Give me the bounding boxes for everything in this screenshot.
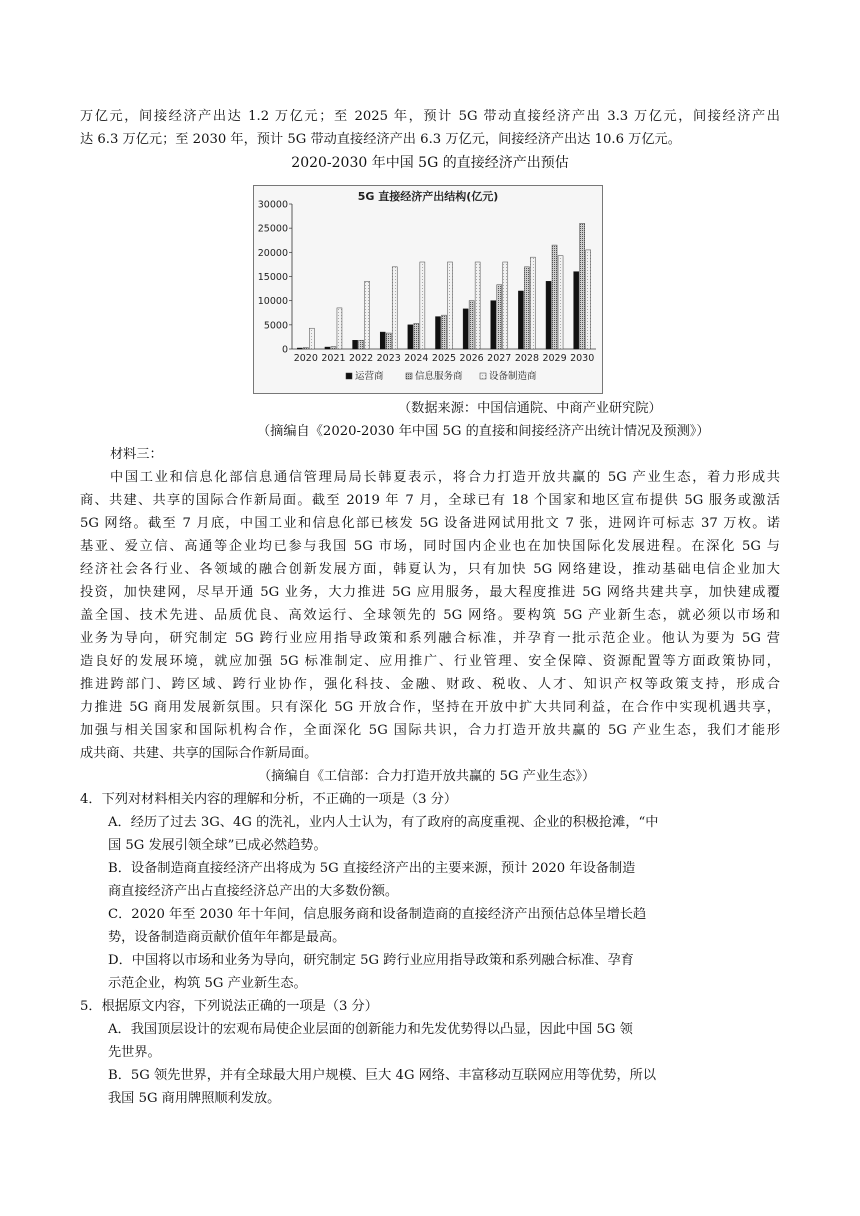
question-5-option-a: A．我国顶层设计的宏观布局使企业层面的创新能力和先发优势得以凸显，因此中国 5G 领 xyxy=(108,1022,633,1037)
bar-1 xyxy=(353,340,358,349)
material3-line: 造良好的发展环境，就应加强 5G 标准制定、应用推广、行业管理、安全保障、资源配置等方面政策协同， xyxy=(80,654,780,669)
legend-label: 运营商 xyxy=(355,371,384,382)
material3-line: 加强与相关国家和国际机构合作，全面深化 5G 国际共识，合力打造开放共赢的 5G 产业生态，我们才能形 xyxy=(80,723,780,738)
legend-label: 信息服务商 xyxy=(415,371,463,382)
bar-2 xyxy=(386,333,391,349)
x-tick-label: 2027 xyxy=(487,353,512,364)
question-4-option-c: C．2020 年至 2030 年十年间，信息服务商和设备制造商的直接经济产出预估总体呈增长趋 xyxy=(108,907,647,922)
chart-title: 5G 直接经济产出结构(亿元) xyxy=(357,190,499,203)
x-tick-label: 2022 xyxy=(348,353,374,364)
y-tick-label: 15000 xyxy=(257,272,288,283)
material3-line: 盖全国、技术先进、品质优良、高效运行、全球领先的 5G 网络。要构筑 5G 产业新生态，就必须以市场和 xyxy=(80,608,780,623)
bar-1 xyxy=(574,272,579,349)
question-5-option-b: B．5G 领先世界，并有全球最大用户规模、巨大 4G 网络、丰富移动互联网应用等优势，所以 xyxy=(108,1068,657,1083)
bar-2 xyxy=(580,223,585,349)
chart-source: （数据来源：中国信通院、中商产业研究院） xyxy=(398,401,662,416)
bar-1 xyxy=(518,291,523,349)
question-5-option-a-cont: 先世界。 xyxy=(108,1045,161,1060)
question-5-option-b-cont: 我国 5G 商用牌照顺利发放。 xyxy=(108,1091,281,1106)
bar-chart xyxy=(253,185,603,394)
material3-line: 力推进 5G 商用发展新氛围。只有深化 5G 开放合作，坚持在开放中扩大共同利益，在合作中实现机遇共享， xyxy=(80,700,780,715)
material3-line: 业务为导向，研究制定 5G 跨行业应用指导政策和系列融合标准，并孕育一批示范企业。他认为要为 5G 营 xyxy=(80,631,780,646)
bar-1 xyxy=(297,348,302,349)
material3-source: （摘编自《工信部：合力打造开放共赢的 5G 产业生态》） xyxy=(258,769,596,784)
bar-1 xyxy=(546,281,551,349)
bar-3 xyxy=(558,256,563,349)
bar-2 xyxy=(414,323,419,349)
x-tick-label: 2025 xyxy=(431,353,457,364)
bar-3 xyxy=(503,262,508,349)
question-4-option-b: B．设备制造商直接经济产出将成为 5G 直接经济产出的主要来源，预计 2020 年设备制造 xyxy=(108,861,636,876)
question-4-option-b-cont: 商直接经济产出占直接经济总产出的大多数份额。 xyxy=(108,884,399,899)
x-tick-label: 2029 xyxy=(542,353,567,364)
bar-1 xyxy=(408,325,413,349)
y-tick-label: 25000 xyxy=(257,223,288,235)
bar-2 xyxy=(497,285,502,349)
bar-3 xyxy=(586,250,591,349)
legend-label: 设备制造商 xyxy=(489,371,537,382)
bar-1 xyxy=(325,347,330,349)
bar-1 xyxy=(463,309,468,349)
bar-2 xyxy=(524,267,529,349)
material3-line: 商、共建、共享的国际合作新局面。截至 2019 年 7 月，全球已有 18 个国家和地区宣布提供 5G 服务或激活 xyxy=(80,493,780,508)
question-4-option-c-cont: 势，设备制造商贡献价值年年都是最高。 xyxy=(108,930,346,945)
bar-2 xyxy=(469,301,474,349)
x-tick-label: 2020 xyxy=(293,353,318,364)
y-tick-label: 0 xyxy=(281,344,288,356)
x-tick-label: 2030 xyxy=(570,353,595,364)
intro-line-1: 万亿元，间接经济产出达 1.2 万亿元；至 2025 年，预计 5G 带动直接经济产出 3.3 万亿元，间接经济产出 xyxy=(80,109,780,124)
bar-3 xyxy=(309,328,314,349)
bar-2 xyxy=(331,347,336,349)
bar-1 xyxy=(380,332,385,349)
material3-line: 5G 网络。截至 7 月底，中国工业和信息化部已核发 5G 设备进网试用批文 7 张，进网许可标志 37 万枚。诺 xyxy=(80,516,780,531)
x-tick-label: 2024 xyxy=(404,353,429,364)
material3-line: 推进跨部门、跨区域、跨行业协作，强化科技、金融、财政、税收、人才、知识产权等政策支持，形成合 xyxy=(80,677,780,692)
figure-caption: 2020-2030 年中国 5G 的直接经济产出预估 xyxy=(291,155,569,171)
material3-line: 成共商、共建、共享的国际合作新局面。 xyxy=(80,746,318,761)
x-tick-label: 2023 xyxy=(376,353,401,364)
legend-swatch xyxy=(346,373,352,379)
bar-3 xyxy=(365,281,370,349)
question-4-option-a: A．经历了过去 3G、4G 的洗礼，业内人士认为，有了政府的高度重视、企业的积极抢滩，“中 xyxy=(108,815,659,830)
y-tick-label: 5000 xyxy=(263,320,288,332)
intro-line-2: 达 6.3 万亿元；至 2030 年，预计 5G 带动直接经济产出 6.3 万亿元，间接经济产出达 10.6 万亿元。 xyxy=(80,132,681,147)
y-tick-label: 30000 xyxy=(257,199,288,211)
bar-2 xyxy=(552,245,557,349)
question-4-option-d: D．中国将以市场和业务为导向，研究制定 5G 跨行业应用指导政策和系列融合标准、孕育 xyxy=(108,953,634,968)
y-tick-label: 10000 xyxy=(257,296,288,308)
legend-swatch xyxy=(406,373,412,379)
y-tick-label: 20000 xyxy=(257,247,288,259)
material3-line: 基亚、爱立信、高通等企业均已参与我国 5G 市场，同时国内企业也在加快国际化发展进程。在深化 5G 与 xyxy=(80,539,780,554)
material3-line: 投资，加快建网，尽早开通 5G 业务，大力推进 5G 应用服务，最大程度推进 5G 网络共建共享，加快建成覆 xyxy=(80,585,780,600)
bar-3 xyxy=(475,262,480,349)
material3-heading: 材料三： xyxy=(110,447,163,462)
question-5-stem: 5．根据原文内容，下列说法正确的一项是（3 分） xyxy=(80,999,378,1014)
bar-3 xyxy=(392,267,397,349)
question-4-option-d-cont: 示范企业，构筑 5G 产业新生态。 xyxy=(108,976,307,991)
x-tick-label: 2028 xyxy=(514,353,540,364)
material3-line: 中国工业和信息化部信息通信管理局局长韩夏表示，将合力打造开放共赢的 5G 产业生态，着力形成共 xyxy=(110,470,780,485)
x-tick-label: 2021 xyxy=(321,353,346,364)
bar-2 xyxy=(359,340,364,349)
bar-3 xyxy=(420,262,425,349)
bar-1 xyxy=(491,301,496,349)
bar-3 xyxy=(530,257,535,349)
chart-svg xyxy=(254,186,602,393)
legend-swatch xyxy=(480,373,486,379)
chart-excerpt: （摘编自《2020-2030 年中国 5G 的直接和间接经济产出统计情况及预测》） xyxy=(257,424,710,439)
bar-2 xyxy=(303,348,308,349)
bar-1 xyxy=(436,317,441,349)
bar-2 xyxy=(442,315,447,349)
question-4-option-a-cont: 国 5G 发展引领全球”已成必然趋势。 xyxy=(108,838,327,853)
question-4-stem: 4．下列对材料相关内容的理解和分析，不正确的一项是（3 分） xyxy=(80,792,458,807)
bar-3 xyxy=(448,262,453,349)
bar-3 xyxy=(337,308,342,349)
material3-line: 经济社会各行业、各领域的融合创新发展方面，韩夏认为，只有加快 5G 网络建设，推动基础电信企业加大 xyxy=(80,562,780,577)
x-tick-label: 2026 xyxy=(459,353,484,364)
